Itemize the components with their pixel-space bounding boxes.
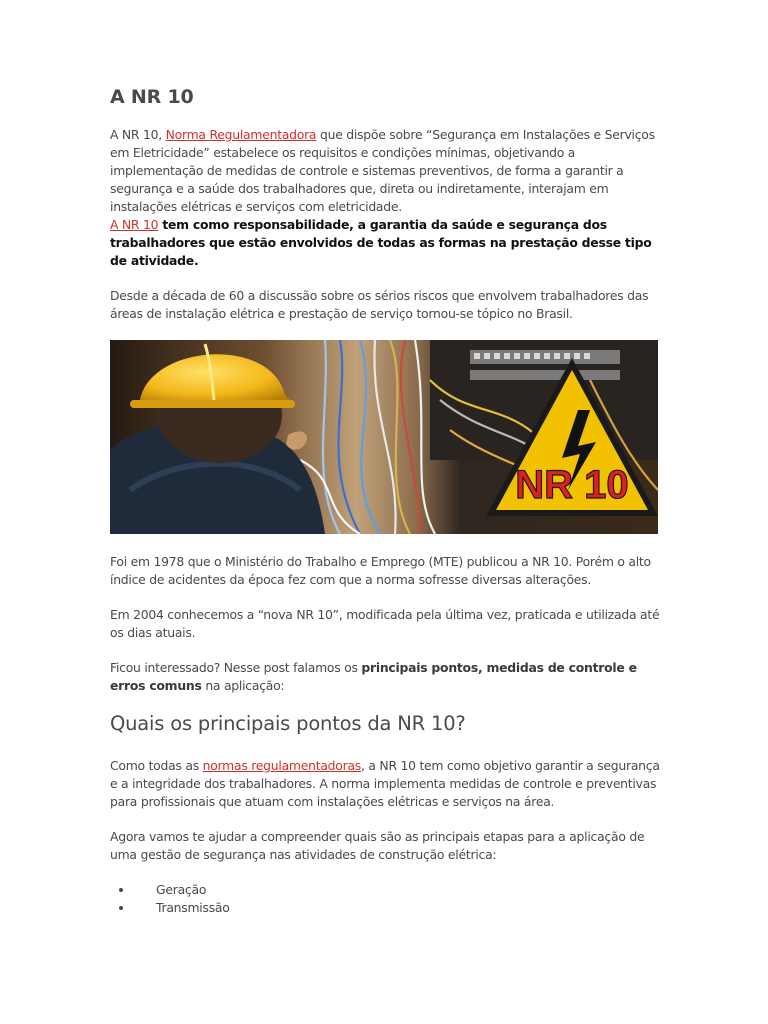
- responsibility-paragraph: [110, 216, 660, 270]
- etapas-list: [110, 881, 660, 917]
- page-title: A NR 10: [110, 86, 194, 108]
- interest-paragraph: [110, 659, 660, 695]
- responsibility-text: tem como responsabilidade, a garantia da saúde e segurança dos trabalhadores que estão envolvidos de todas as formas na prestação desse tipo de atividade.: [110, 217, 652, 268]
- section-heading: Quais os principais pontos da NR 10?: [110, 712, 466, 735]
- list-item: • Transmissão: [134, 899, 660, 917]
- nr10-sign-label: NR 10: [515, 463, 629, 507]
- intro-paragraph: [110, 126, 660, 216]
- normas-text-end: , a NR 10 tem como objetivo garantir a segurança e a integridade dos trabalhadores. A norma implementa medidas de controle e preventivas para profissionais que atuam com instalações elétricas e serviços na área.: [110, 758, 660, 809]
- interest-bold-text: principais pontos, medidas de controle e erros comuns: [110, 660, 637, 693]
- intro-text-start: A NR 10,: [110, 127, 166, 142]
- article-body: [110, 86, 660, 917]
- normas-regulamentadoras-link[interactable]: normas regulamentadoras: [202, 758, 362, 773]
- list-item: • Geração: [134, 881, 660, 899]
- nr10-link[interactable]: A NR 10: [110, 217, 159, 232]
- nova-nr10-paragraph: Em 2004 conhecemos a “nova NR 10”, modificada pela última vez, praticada e utilizada até os dias atuais.: [110, 607, 660, 640]
- interest-text-end: na aplicação:: [201, 678, 285, 693]
- interest-text-start: Ficou interessado? Nesse post falamos os: [110, 660, 362, 675]
- mte-paragraph: Foi em 1978 que o Ministério do Trabalho e Emprego (MTE) publicou a NR 10. Porém o alto índice de acidentes da época fez com que a norma sofresse diversas alterações.: [110, 554, 651, 587]
- etapas-paragraph: Agora vamos te ajudar a compreender quais são as principais etapas para a aplicação de uma gestão de segurança nas atividades de construção elétrica:: [110, 829, 645, 862]
- hero-image: [110, 340, 658, 534]
- history-paragraph: Desde a década de 60 a discussão sobre os sérios riscos que envolvem trabalhadores das áreas de instalação elétrica e prestação de serviço tornou-se tópico no Brasil.: [110, 288, 649, 321]
- normas-text-start: Como todas as: [110, 758, 203, 773]
- intro-text-end: que dispõe sobre “Segurança em Instalações e Serviços em Eletricidade” estabelece os requisitos e condições mínimas, objetivando a implementação de medidas de controle e sistemas preventivos, de forma a garantir a segurança e a saúde dos trabalhadores que, direta ou indiretamente, interajam em instalações elétricas e serviços com eletricidade.: [110, 127, 655, 214]
- electrician-nr10-illustration: [110, 340, 658, 534]
- norma-regulamentadora-link[interactable]: Norma Regulamentadora: [165, 127, 317, 142]
- normas-paragraph: [110, 757, 660, 811]
